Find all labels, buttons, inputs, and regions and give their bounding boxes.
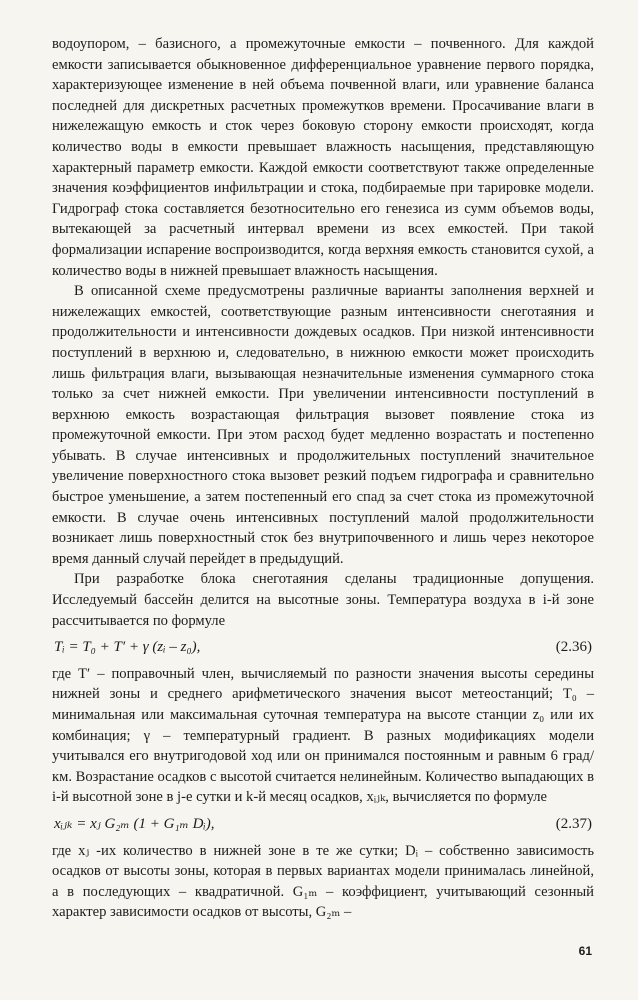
formula-expression: xᵢⱼₖ = xⱼ G₂ₘ (1 + G₁ₘ Dᵢ), [54,815,215,832]
paragraph-4: где T′ – поправочный член, вычисляемый по разности значения высоты середины нижней зоны и среднего арифметического значения высот метеостанций; T₀ – минимальная или максимальная суточная температура на высоте станции z₀ или их комбинация; γ – температурный градиент. В разных модификациях модели учитывался его внутригодовой ход или он принимался постоянным и равным 6 град/км. Возрастание осадков с высотой считается нелинейным. Количество выпадающих в i-й высотной зоне в j-е сутки и k-й месяц осадков, xᵢⱼₖ, вычисляется по формуле [52,665,594,806]
page-number: 61 [578,944,592,958]
formula-2-36 [52,637,594,658]
formula-number: (2.36) [555,639,592,656]
paragraph-1: водоупором, – базисного, а промежуточные емкости – почвенного. Для каждой емкости записывается обыкновенное дифференциальное уравнение первого порядка, характеризующее изменение в ней объема почвенной влаги, или уравнение баланса последней для дискретных расчетных промежутков времени. Просачивание влаги в нижележащую емкость и сток через боковую сторону емкости происходят, когда количество воды в емкости превышает влажность насыщения, представляющую характерный параметр емкости. Каждой емкости соответствуют также определенные значения коэффициентов инфильтрации и стока, подбираемые при тарировке модели. Гидрограф стока составляется безотносительно его генезиса из сумм объемов воды, вытекающей за расчетный интервал времени из всех емкостей. При такой формализации испарение воспроизводится, когда верхняя емкость становится сухой, а количество воды в нижней превышает влажность насыщения. [52,36,594,279]
paragraph-3: При разработке блока снеготаяния сделаны традиционные допущения. Исследуемый бассейн делится на высотные зоны. Температура воздуха в i-й зоне рассчитывается по формуле [52,571,594,629]
formula-expression: Tᵢ = T₀ + T′ + γ (zᵢ – z₀), [54,639,201,656]
body-text [52,34,594,923]
paragraph-2: В описанной схеме предусмотрены различные варианты заполнения верхней и нижележащих емкостей, соответствующие разным интенсивности снеготаяния и продолжительности и интенсивности дождевых осадков. При низкой интенсивности поступлений в верхнюю и, следовательно, в нижнюю емкости может происходить лишь фильтрация влаги, вызывающая незначительные изменения суммарного стока только за счет нижней емкости. При увеличении интенсивности поступлений в верхнюю емкость возрастающая фильтрация вызовет появление стока из промежуточной емкости. При этом расход будет медленно возрастать и постепенно убывать. В случае интенсивных и продолжительных поступлений значительное увеличение поверхностного стока вызовет резкий подъем гидрографа и сравнительно быстрое уменьшение, а затем постепенный его спад за счет стока из промежуточной емкости. В случае очень интенсивных поступлений малой продолжительности возникает лишь поверхностный сток без внутрипочвенного и лишь через некоторое время данный случай перейдет в предыдущий. [52,283,594,567]
paragraph-5: где xⱼ -их количество в нижней зоне в те же сутки; Dᵢ – собственно зависимость осадков от высоты зоны, которая в первых вариантах модели принималась линейной, а в последующих – квадратичной. G₁ₘ – коэффициент, учитывающий сезонный характер зависимости осадков от высоты, G₂ₘ – [52,842,594,921]
formula-2-37 [52,814,594,835]
formula-number: (2.37) [555,815,592,832]
